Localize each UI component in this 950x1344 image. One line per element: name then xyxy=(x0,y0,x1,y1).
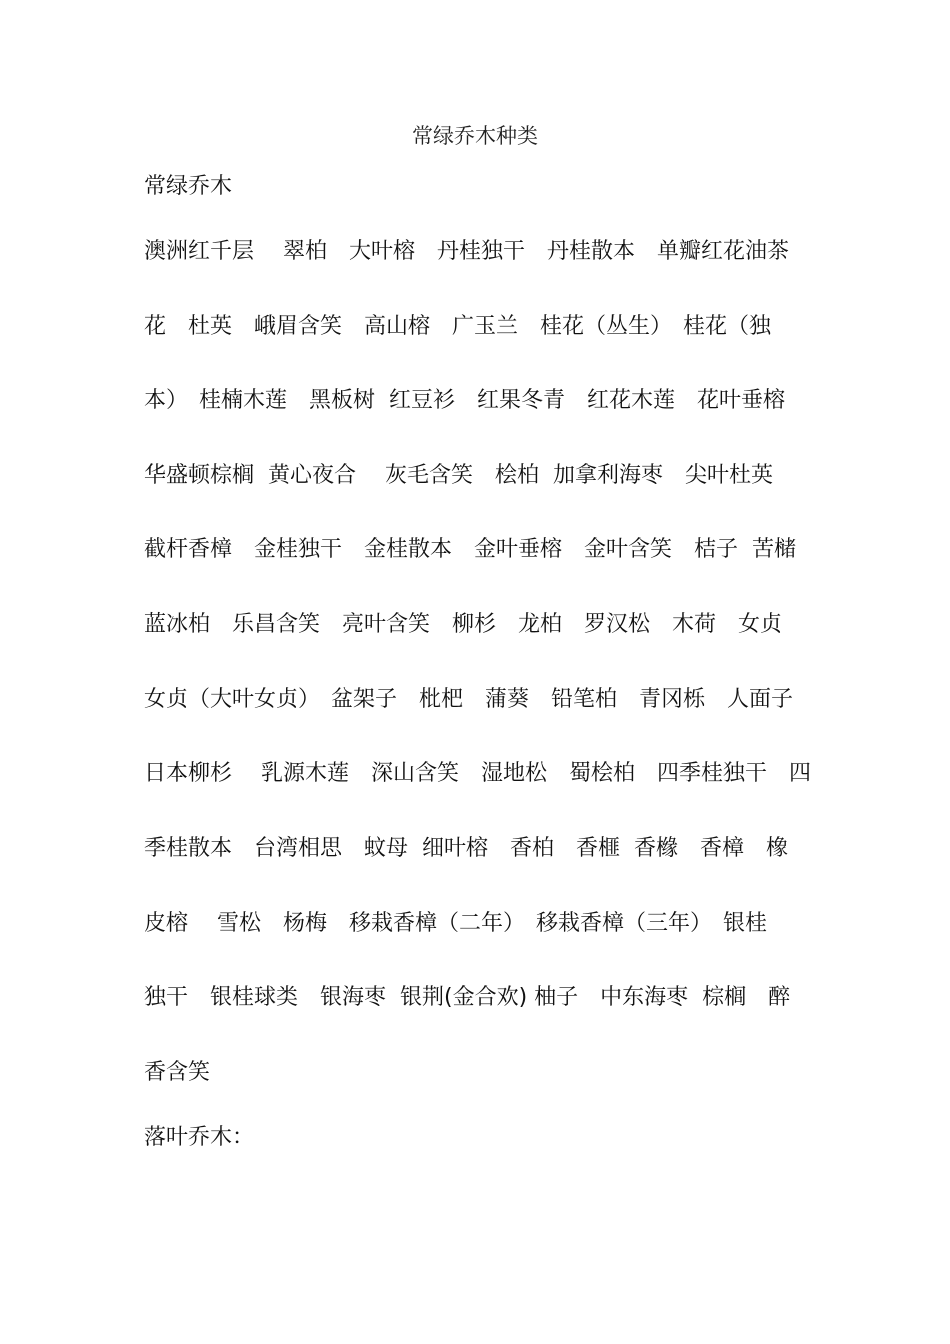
tree-list-line: 女贞（大叶女贞） 盆架子 枇杷 蒲葵 铅笔柏 青冈栎 人面子 xyxy=(144,687,794,712)
section-heading-evergreen: 常绿乔木 xyxy=(144,174,233,199)
tree-list-line: 季桂散本 台湾相思 蚊母 细叶榕 香柏 香榧 香橼 香樟 橡 xyxy=(144,836,788,861)
tree-list-line: 香含笑 xyxy=(144,1060,211,1085)
tree-list-line: 截杆香樟 金桂独干 金桂散本 金叶垂榕 金叶含笑 桔子 苦槠 xyxy=(144,537,796,562)
tree-list-line: 澳洲红千层 翠柏 大叶榕 丹桂独干 丹桂散本 单瓣红花油茶 xyxy=(144,239,789,264)
document-title: 常绿乔木种类 xyxy=(412,124,538,148)
tree-list-line: 独干 银桂球类 银海枣 银荆(金合欢) 柚子 中东海枣 棕榈 醉 xyxy=(144,985,791,1010)
tree-list-line: 蓝冰柏 乐昌含笑 亮叶含笑 柳杉 龙柏 罗汉松 木荷 女贞 xyxy=(144,612,783,637)
tree-list-line: 皮榕 雪松 杨梅 移栽香樟（二年） 移栽香樟（三年） 银桂 xyxy=(144,911,767,936)
tree-list-line: 花 杜英 峨眉含笑 高山榕 广玉兰 桂花（丛生） 桂花（独 xyxy=(144,314,772,339)
tree-list-line: 本） 桂楠木莲 黑板树 红豆衫 红果冬青 红花木莲 花叶垂榕 xyxy=(144,388,785,413)
section-heading-deciduous: 落叶乔木： xyxy=(144,1125,255,1150)
tree-list-line: 华盛顿棕榈 黄心夜合 灰毛含笑 桧柏 加拿利海枣 尖叶杜英 xyxy=(144,463,773,488)
tree-list-line: 日本柳杉 乳源木莲 深山含笑 湿地松 蜀桧柏 四季桂独干 四 xyxy=(144,761,811,786)
